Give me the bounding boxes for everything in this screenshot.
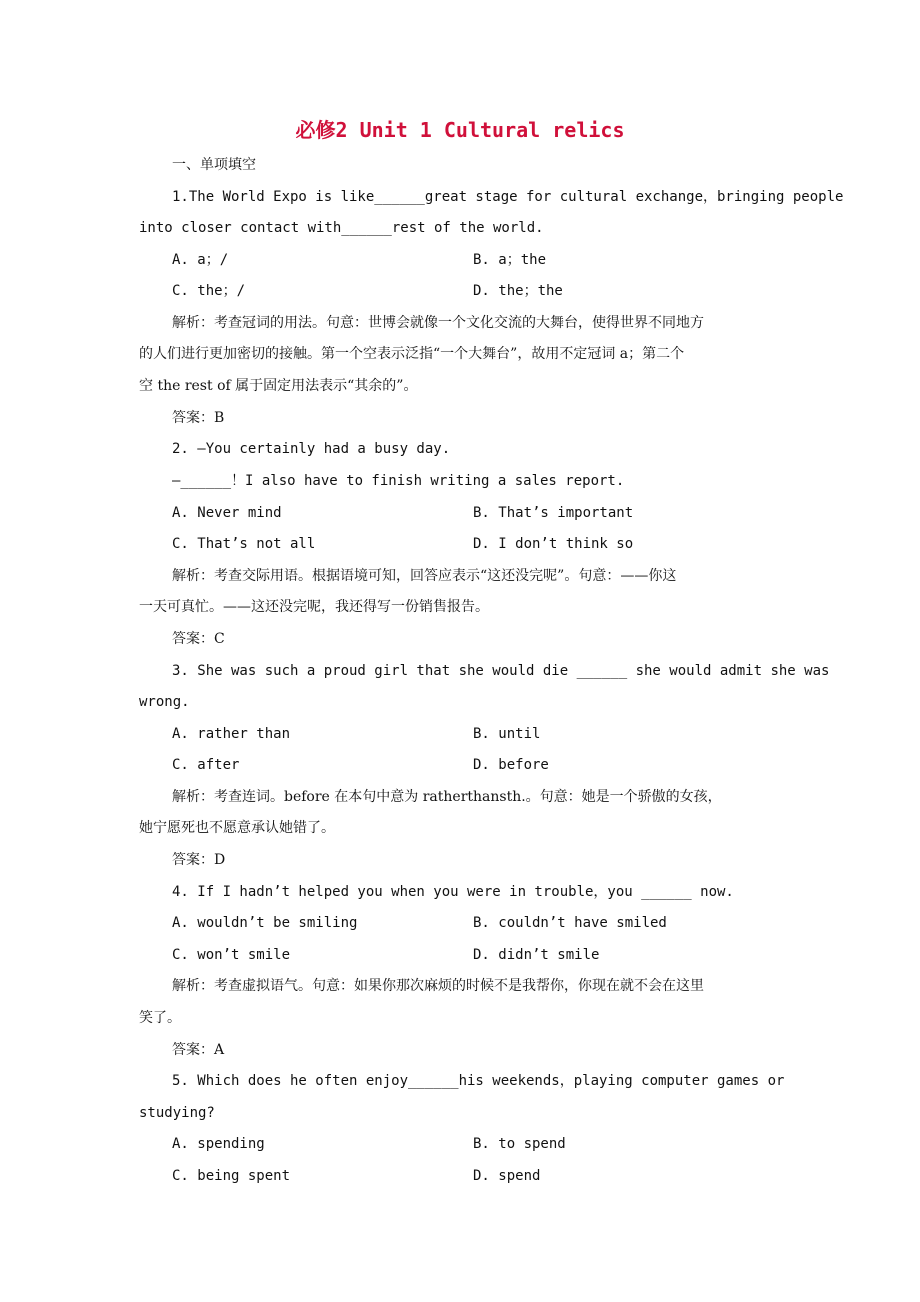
option-b: B. a；the xyxy=(473,252,547,268)
option-d: D. before xyxy=(473,757,549,773)
answer-line: 答案：C xyxy=(172,631,225,647)
question-stem-line: 1.The World Expo is like______great stage for cultural exchange，bringing people xyxy=(172,189,844,205)
option-b: B. couldn’t have smiled xyxy=(473,915,667,931)
option-a: A. a；/ xyxy=(172,252,229,268)
question-stem-line: —______！I also have to finish writing a sales report. xyxy=(172,473,625,489)
question-stem-line: into closer contact with______rest of the world. xyxy=(139,220,544,236)
analysis-line: 解析：考查虚拟语气。句意：如果你那次麻烦的时候不是我帮你，你现在就不会在这里 xyxy=(172,978,704,994)
analysis-line: 一天可真忙。——这还没完呢，我还得写一份销售报告。 xyxy=(139,599,489,615)
analysis-line: 解析：考查连词。before 在本句中意为 ratherthansth.。句意：她是一个骄傲的女孩， xyxy=(172,789,722,805)
option-c: C. the；/ xyxy=(172,283,246,299)
option-c: C. won’t smile xyxy=(172,947,291,963)
option-b: B. That’s important xyxy=(473,505,634,521)
option-c: C. being spent xyxy=(172,1168,291,1184)
option-b: B. to spend xyxy=(473,1136,566,1152)
question-stem-line: 3. She was such a proud girl that she would die ______ she would admit she was xyxy=(172,663,830,679)
option-a: A. rather than xyxy=(172,726,291,742)
question-stem-line: 4. If I hadn’t helped you when you were in trouble，you ______ now. xyxy=(172,884,734,900)
analysis-line: 空 the rest of 属于固定用法表示“其余的”。 xyxy=(139,378,418,394)
answer-line: 答案：D xyxy=(172,852,226,868)
option-b: B. until xyxy=(473,726,541,742)
option-c: C. after xyxy=(172,757,240,773)
option-d: D. didn’t smile xyxy=(473,947,600,963)
question-stem-line: wrong. xyxy=(139,694,190,710)
analysis-line: 解析：考查交际用语。根据语境可知，回答应表示“这还没完呢”。句意：——你这 xyxy=(172,568,677,584)
option-d: D. the；the xyxy=(473,283,563,299)
option-a: A. spending xyxy=(172,1136,265,1152)
option-d: D. spend xyxy=(473,1168,541,1184)
question-stem-line: 2. —You certainly had a busy day. xyxy=(172,441,451,457)
option-a: A. Never mind xyxy=(172,505,282,521)
section-heading: 一、单项填空 xyxy=(172,157,256,173)
answer-line: 答案：B xyxy=(172,410,225,426)
analysis-line: 她宁愿死也不愿意承认她错了。 xyxy=(139,820,335,836)
question-stem-line: studying? xyxy=(139,1105,215,1121)
analysis-line: 笑了。 xyxy=(139,1010,181,1026)
analysis-line: 的人们进行更加密切的接触。第一个空表示泛指“一个大舞台”，故用不定冠词 a；第二个 xyxy=(139,346,685,362)
question-stem-line: 5. Which does he often enjoy______his weekends，playing computer games or xyxy=(172,1073,785,1089)
option-d: D. I don’t think so xyxy=(473,536,634,552)
answer-line: 答案：A xyxy=(172,1042,225,1058)
analysis-line: 解析：考查冠词的用法。句意：世博会就像一个文化交流的大舞台，使得世界不同地方 xyxy=(172,315,704,331)
option-c: C. That’s not all xyxy=(172,536,316,552)
page-title: 必修2 Unit 1 Cultural relics xyxy=(295,118,625,142)
option-a: A. wouldn’t be smiling xyxy=(172,915,358,931)
